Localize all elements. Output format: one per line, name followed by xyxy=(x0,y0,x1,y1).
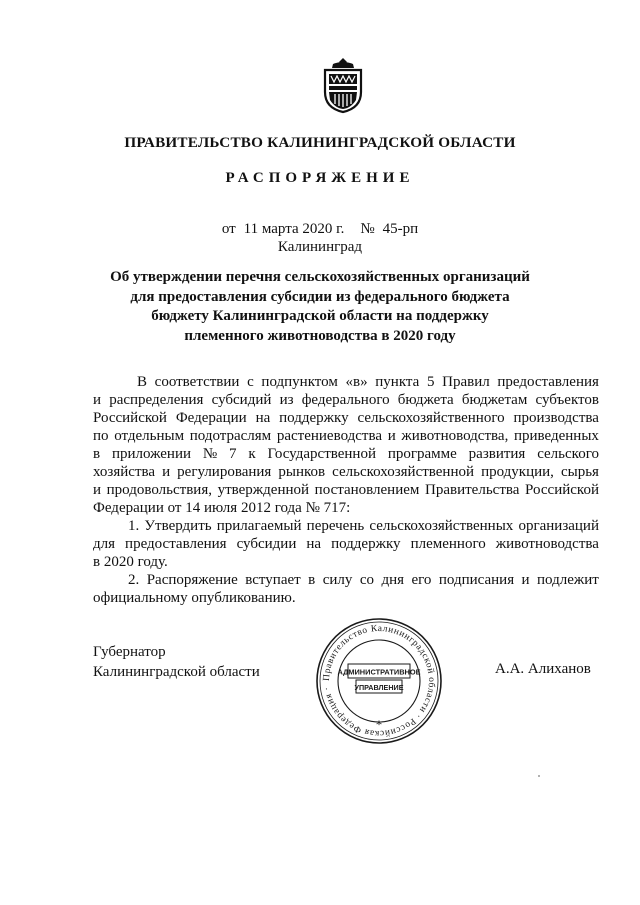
body-line: и распределения субсидий из федерального бюджета бюджетам субъектов xyxy=(93,392,599,408)
document-body xyxy=(93,373,599,607)
date-line xyxy=(0,221,640,238)
body-line: хозяйства и регулирования рынков сельскохозяйственной продукции, сырья xyxy=(93,464,599,480)
coat-of-arms-icon xyxy=(321,56,365,114)
body-line: 2. Распоряжение вступает в силу со дня его подписания и подлежит xyxy=(128,572,599,588)
body-line: официальному опубликованию. xyxy=(93,590,296,606)
body-line: 1. Утвердить прилагаемый перечень сельскохозяйственных организаций xyxy=(128,518,599,534)
document-type: РАСПОРЯЖЕНИЕ xyxy=(225,170,415,186)
body-line: по отдельным подотраслям растениеводства и животноводства, приведенных xyxy=(93,428,599,444)
body-line: и продовольствия, утвержденной постановлением Правительства Российской xyxy=(93,482,599,498)
body-line: В соответствии с подпунктом «в» пункта 5 Правил предоставления xyxy=(137,374,599,390)
date-prefix: от xyxy=(221,221,236,237)
scan-dot xyxy=(538,775,540,777)
number-sign: № xyxy=(360,221,375,237)
stamp-ring-text: Правительство Калининградской области · Российская Федерация · xyxy=(321,623,437,739)
stamp-center-line: АДМИНИСТРАТИВНОЕ xyxy=(337,667,421,677)
body-line: в приложении № 7 к Государственной программе развития сельского xyxy=(93,446,599,462)
document-title xyxy=(90,268,550,346)
body-line: в 2020 году. xyxy=(93,554,168,570)
position-line: Калининградской области xyxy=(93,664,260,680)
title-line: для предоставления субсидии из федерального бюджета xyxy=(130,288,510,305)
body-line: для предоставления субсидии на поддержку племенного животноводства xyxy=(93,536,599,552)
position-line: Губернатор xyxy=(93,644,166,660)
title-line: племенного животноводства в 2020 году xyxy=(184,327,456,344)
official-stamp xyxy=(314,616,444,746)
title-line: бюджету Калининградской области на поддержку xyxy=(151,308,489,324)
signatory-name: А.А. Алиханов xyxy=(495,661,591,677)
stamp-center-line: УПРАВЛЕНИЕ xyxy=(354,683,404,692)
document-date: 11 марта 2020 г. xyxy=(243,221,345,237)
organization-name: ПРАВИТЕЛЬСТВО КАЛИНИНГРАДСКОЙ ОБЛАСТИ xyxy=(124,134,516,151)
title-line: Об утверждении перечня сельскохозяйственных организаций xyxy=(110,269,530,285)
document-number: 45-рп xyxy=(382,221,419,237)
city: Калининград xyxy=(277,239,363,255)
body-line: Федерации от 14 июля 2012 года № 717: xyxy=(93,500,351,516)
body-line: Российской Федерации на поддержку сельскохозяйственного производства xyxy=(93,410,599,426)
stamp-star-icon: * xyxy=(375,717,383,732)
signatory-position xyxy=(93,642,260,682)
